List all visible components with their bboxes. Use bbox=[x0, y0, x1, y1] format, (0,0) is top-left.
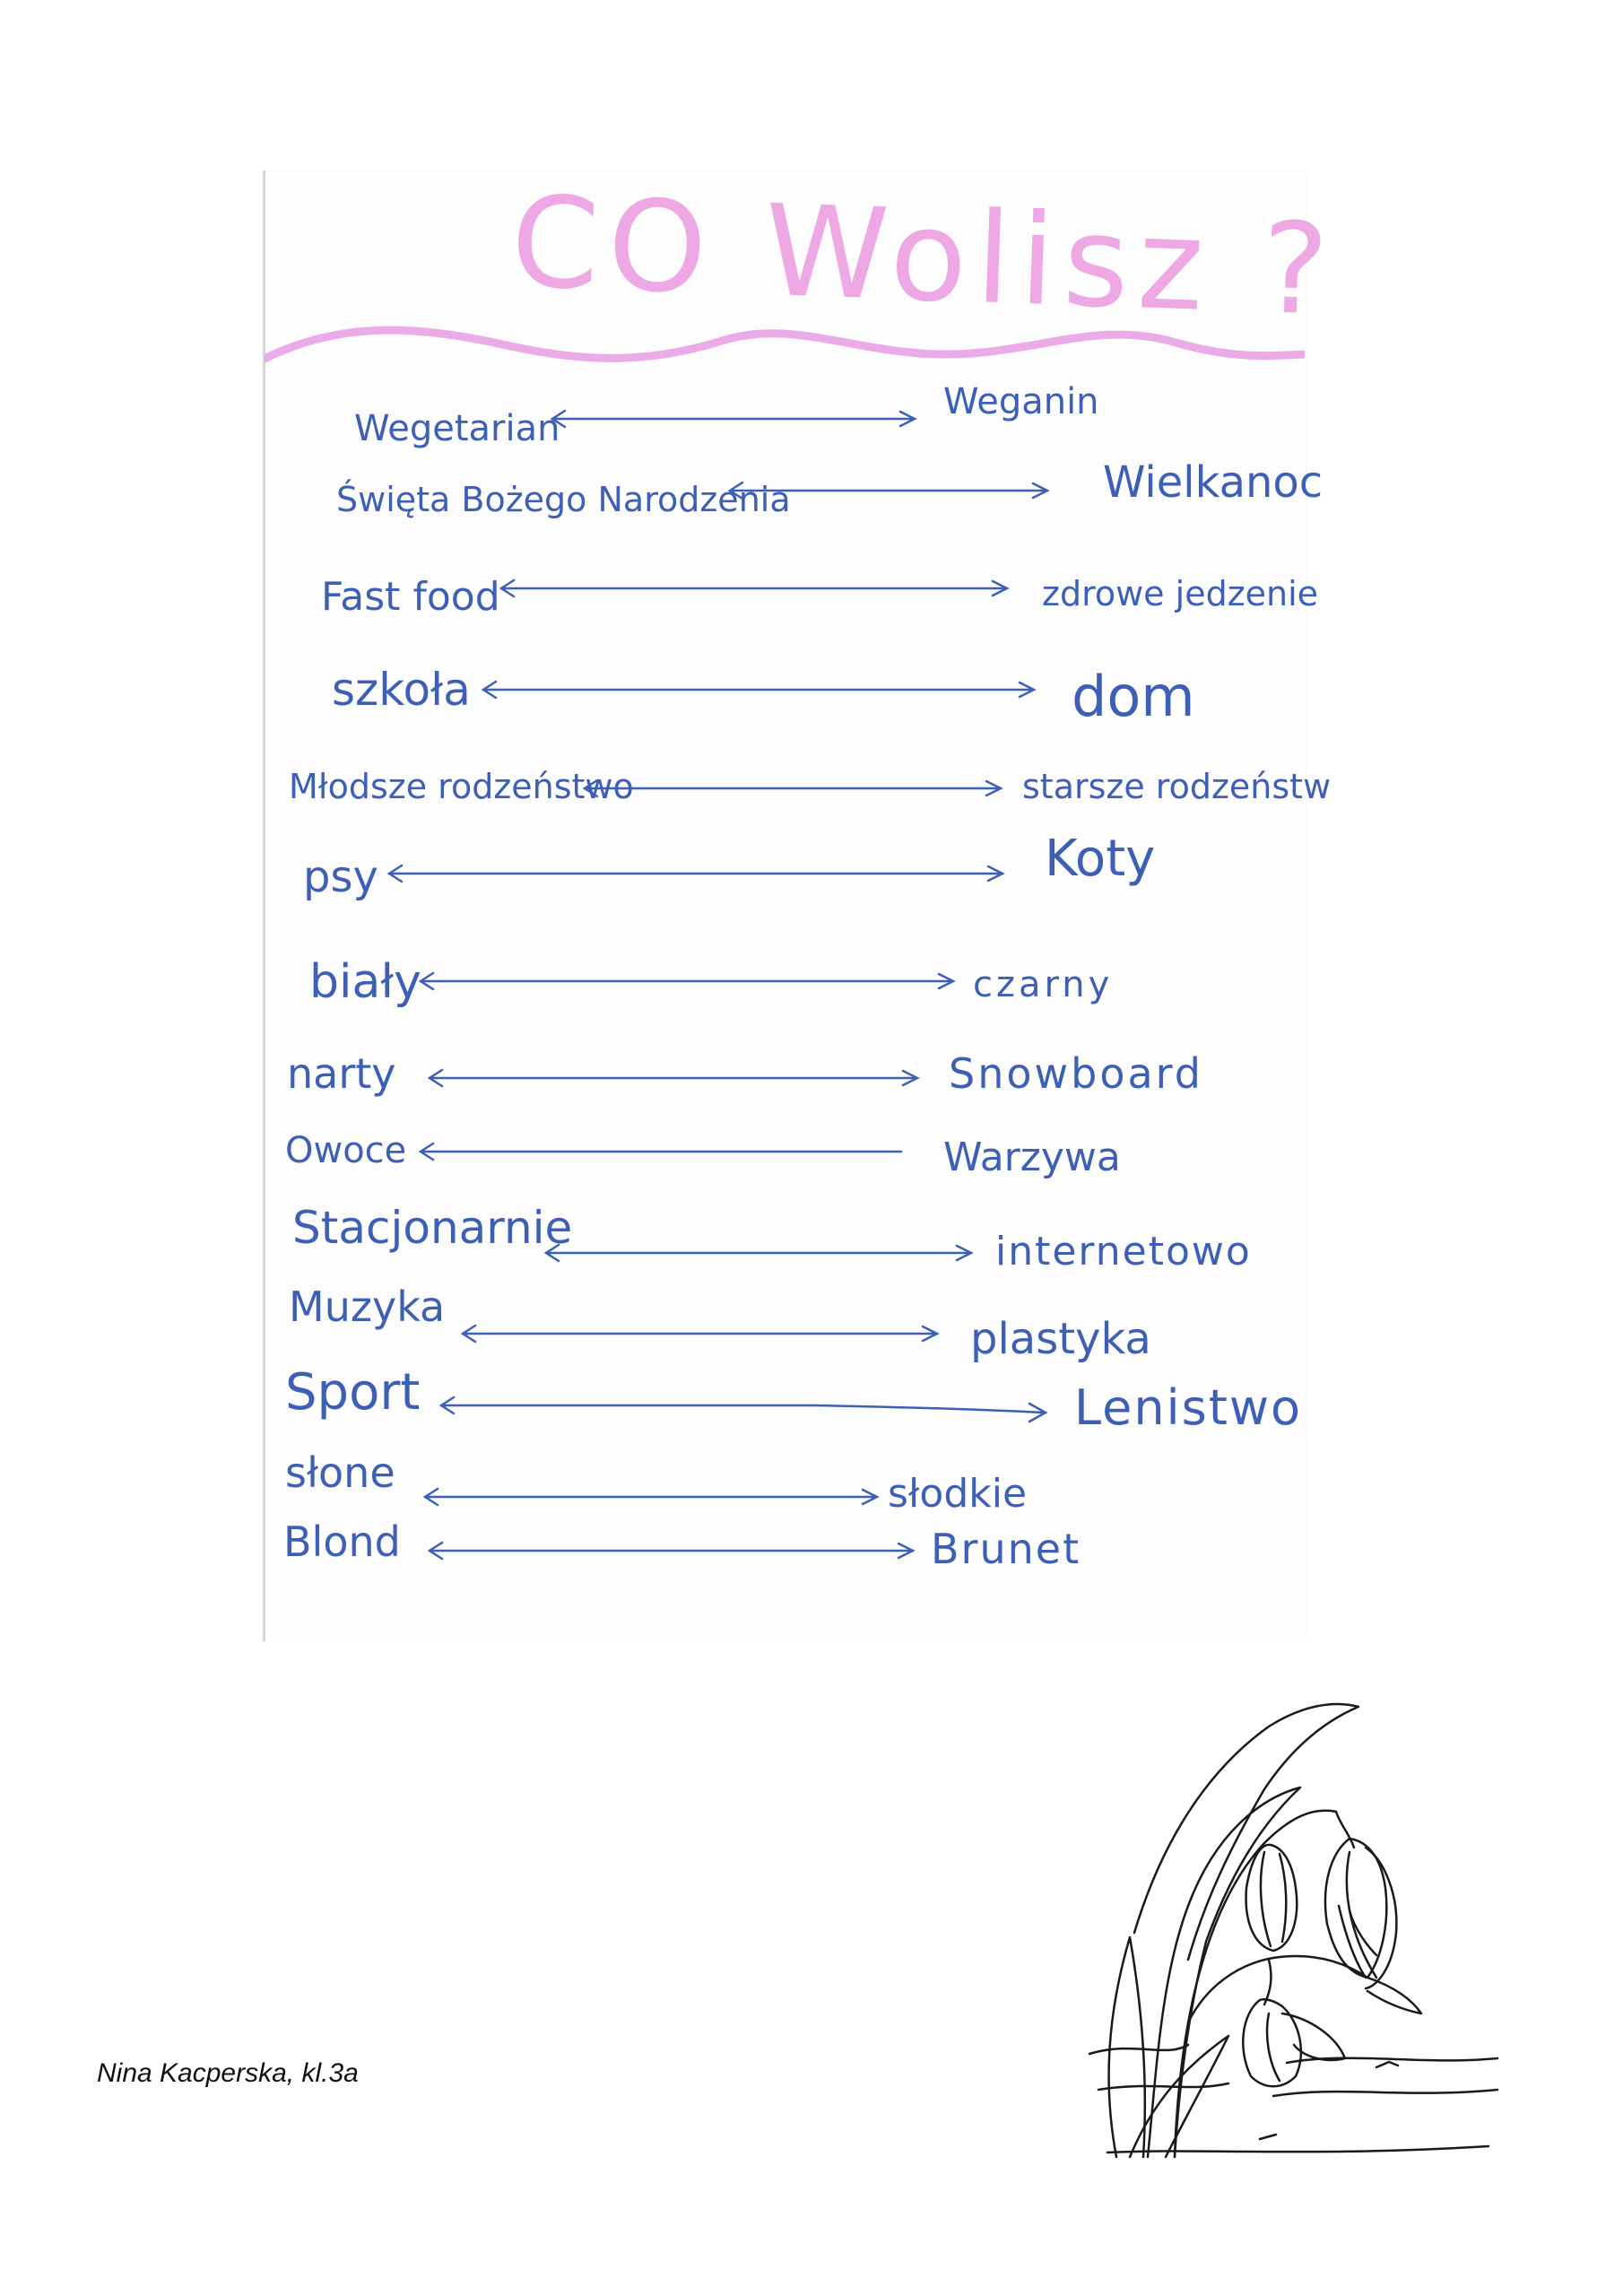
left-option: Wegetarian bbox=[354, 408, 560, 449]
double-arrow-icon bbox=[726, 478, 1058, 505]
right-option: starsze rodzeństw bbox=[1022, 767, 1332, 806]
right-option: Koty bbox=[1045, 830, 1156, 888]
right-option: Lenistwo bbox=[1074, 1379, 1303, 1436]
right-option: słodkie bbox=[888, 1471, 1028, 1517]
worksheet-title: CO Wolisz ? bbox=[508, 169, 1340, 345]
title-underline-wave bbox=[265, 300, 1305, 381]
left-option: Fast food bbox=[321, 574, 500, 620]
left-option: Młodsze rodzeństwo bbox=[289, 767, 634, 806]
double-arrow-icon bbox=[542, 1240, 982, 1267]
right-option: zdrowe jedzenie bbox=[1042, 574, 1319, 613]
right-option: Brunet bbox=[931, 1525, 1081, 1573]
double-arrow-icon bbox=[421, 1484, 888, 1511]
double-arrow-icon bbox=[386, 861, 1013, 888]
left-option: Święta Bożego Narodzenia bbox=[336, 480, 791, 519]
author-caption: Nina Kacperska, kl.3a bbox=[97, 2058, 359, 2088]
left-option: biały bbox=[309, 955, 421, 1009]
double-arrow-icon bbox=[426, 1538, 924, 1565]
double-arrow-icon bbox=[426, 1065, 928, 1092]
double-arrow-icon bbox=[438, 1395, 1056, 1425]
right-option: Snowboard bbox=[949, 1049, 1203, 1098]
left-option: narty bbox=[287, 1049, 396, 1098]
double-arrow-icon bbox=[549, 408, 925, 435]
right-option: dom bbox=[1072, 664, 1195, 729]
right-option: plastyka bbox=[970, 1314, 1151, 1364]
double-arrow-icon bbox=[417, 1139, 906, 1166]
right-option: Weganin bbox=[943, 381, 1099, 422]
right-option: Warzywa bbox=[943, 1135, 1121, 1180]
snowdrop-flower-illustration bbox=[1081, 1637, 1502, 2175]
left-option: Owoce bbox=[285, 1130, 407, 1171]
left-option: Muzyka bbox=[289, 1283, 446, 1331]
left-option: Stacjonarnie bbox=[292, 1202, 573, 1254]
right-option: czarny bbox=[973, 964, 1114, 1005]
double-arrow-icon bbox=[417, 969, 964, 996]
double-arrow-icon bbox=[581, 776, 1011, 803]
left-option: psy bbox=[303, 852, 378, 902]
left-option: Sport bbox=[285, 1363, 421, 1422]
right-option: Wielkanoc bbox=[1103, 457, 1324, 508]
right-option: internetowo bbox=[995, 1229, 1252, 1274]
double-arrow-icon bbox=[459, 1321, 948, 1348]
double-arrow-icon bbox=[498, 576, 1018, 603]
left-option: Blond bbox=[283, 1518, 401, 1566]
double-arrow-icon bbox=[480, 677, 1045, 704]
left-option: szkoła bbox=[332, 664, 471, 716]
left-option: słone bbox=[285, 1448, 395, 1497]
